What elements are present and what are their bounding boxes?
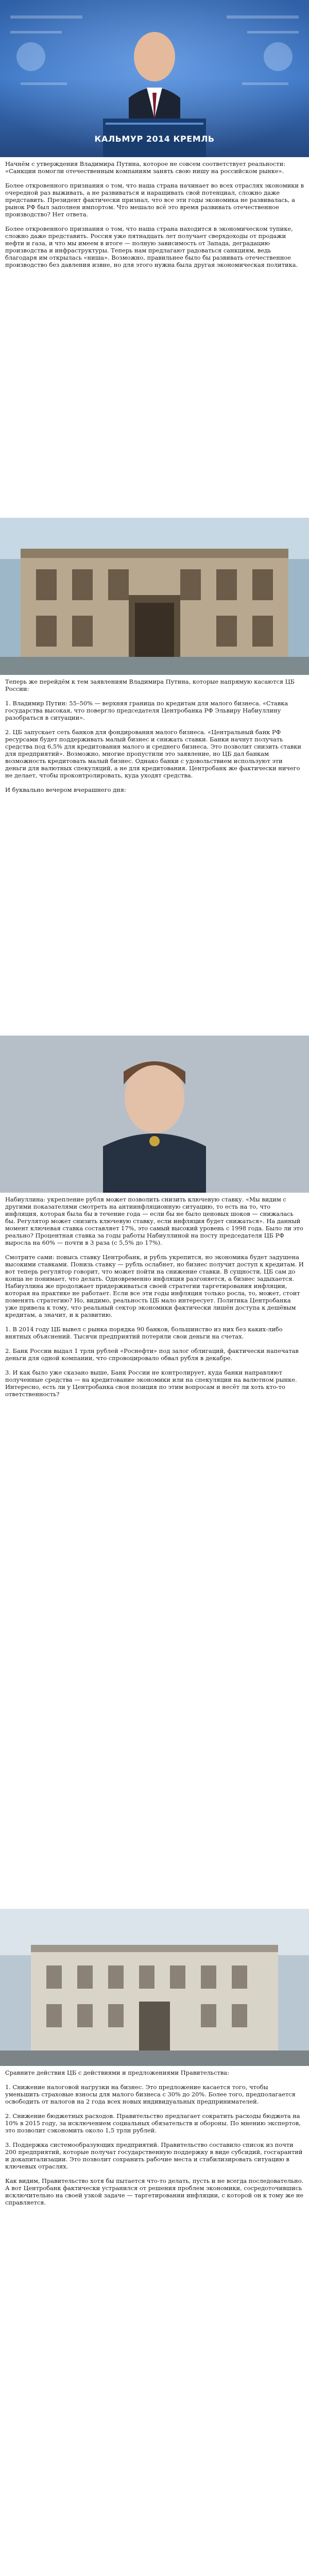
central-bank-text-block [0,675,309,1036]
nabiullina-illustration [0,1036,309,1193]
cb-paragraph: 2. ЦБ запускает сеть банков для фондирования малого бизнеса. «Центральный банк РФ ресурсами будет поддерживать малый бизнес и снижать ставки. Банки начнут получать средства под 6,5% для кредитования малого и среднего бизнеса. Это позволит снизить ставки для предприятий». Возможно, многие пропустили это заявление, но ЦБ дал банкам возможность кредитовать малый бизнес. Однако банки с удовольствием используют эти деньги для валютных спекуляций, а не для кредитования. Центробанк же фактически ничего не делает, чтобы проконтролировать, куда уходят средства. [5,728,303,779]
intro-paragraph: Более откровенного признания о том, что наша страна находится в экономическом тупике, сложно даже представить. Россия уже пятнадцать лет получает сверхдоходы от продажи нефти и газа, и что мы имеем в итоге — полную зависимость от Запада, деградацию производства и инфраструктуры. Теперь нам предлагают радоваться санкциям, ведь благодаря им открылась «ниша». Возможно, правильнее было бы развивать отечественное производство без давления извне, но для этого нужна была другая экономическая политика. [5,225,298,268]
putin-press-conference-photo [0,0,309,157]
central-bank-building-photo [0,518,309,675]
cb-paragraph: Теперь же перейдём к тем заявлениям Владимира Путина, которые напрямую касаются ЦБ России: [5,678,297,692]
government-paragraph: 3. Поддержка системообразующих предприятий. Правительство составило список из почти 200 предприятий, которые получат государственную поддержку в виде субсидий, госгарантий и докапитализации. Это позволит сохранить рабочие места и стабилизировать ситуацию в ключевых отраслях. [5,2141,305,2170]
intro-paragraph: Начнём с утверждения Владимира Путина, которое не совсем соответствует реальности: «Санкции помогли отечественным компаниям занять свою нишу на российском рынке». [5,160,287,175]
nabiullina-paragraph: Смотрите сами: повысь ставку Центробанк, и рубль укрепится, но экономика будет задушена высокими ставками. Понизь ставку — рубль ослабнет, но бизнес получит доступ к кредитам. И вот теперь регулятор говорит, что может пойти на снижение ставки. В сущности, ЦБ сам до конца не понимает, что делать. Одновременно инфляция разгоняется, а бизнес задыхается. Набиуллина же продолжает придерживаться своей стратегии таргетирования инфляции, которая на практике не работает. Если все эти годы инфляция только росла, то, может, стоит поменять стратегию? Но, видимо, реальность ЦБ мало интересует. Политика Центробанка уже привела к тому, что реальный сектор экономики фактически лишён доступа к дешёвым кредитам, а значит, и к развитию. [5,1253,306,1318]
cb-paragraph: И буквально вечером вчерашнего дня: [5,786,126,793]
putin-photo-illustration [0,0,309,157]
nabiullina-paragraph: 2. Банк России выдал 1 трлн рублей «Роснефти» под залог облигаций, фактически напечатав деньги для одной компании, что спровоцировало обвал рубля в декабре. [5,1347,301,1362]
government-building-photo [0,1909,309,2066]
cb-paragraph: 1. Владимир Путин: 55–50% — верхняя граница по кредитам для малого бизнеса. «Ставка государства высокая, что повергло председателя Центробанка РФ Эльвиру Набиуллину разобраться в ситуации». [5,700,290,721]
government-paragraph: Сравните действия ЦБ с действиями и предложениями Правительства: [5,2069,229,2076]
intro-paragraph: Более откровенного признания о том, что наша страна начинает во всех отраслях экономики в очередной раз выживать, а не развиваться и наращивать свой потенциал, сложно даже представить. Президент фактически признал, что все эти годы экономика не развивалась, а рынок РФ был заполнен импортом. Что мешало всё это время развивать отечественное производство? Нет ответа. [5,182,306,218]
government-paragraph: 2. Снижение бюджетных расходов. Правительство предлагает сократить расходы бюджета на 10% в 2015 году, за исключением социальных обязательств и обороны. По мнению экспертов, это позволит сэкономить около 1,5 трлн рублей. [5,2112,303,2134]
nabiullina-paragraph: 3. И как было уже сказано выше, Банк России не контролирует, куда банки направляют полученные средства — на кредитование экономики или на спекуляции на валютном рынке. Интересно, есть ли у Центробанка своя позиция по этим вопросам и несёт ли хоть кто-то ответственность? [5,1369,299,1398]
press-conference-banner: КАЛЬМУР 2014 КРЕМЛЬ [94,134,215,144]
central-bank-illustration [0,518,309,675]
nabiullina-paragraph: 1. В 2014 году ЦБ вывел с рынка порядка 90 банков, большинство из них без каких-либо внятных объяснений. Тысячи предприятий потеряли свои деньги на счетах. [5,1326,285,1340]
government-illustration [0,1909,309,2066]
nabiullina-text-block [0,1193,309,1909]
government-text-block [0,2066,309,2576]
intro-text-block [0,157,309,518]
nabiullina-photo [0,1036,309,1193]
government-paragraph: 1. Снижение налоговой нагрузки на бизнес. Это предложение касается того, чтобы уменьшить страховые взносы для малого бизнеса с 30% до 20%. Более того, предполагается освободить от налогов на 2 года всех новых индивидуальных предпринимателей. [5,2083,298,2105]
nabiullina-paragraph: Набиуллина: укрепление рубля может позволить снизить ключевую ставку. «Мы видим с другими показателями смотреть на антиинфляционную ситуацию, то есть на то, что инфляция, которая была бы в течение года — если бы не было ценовых шоков — снижалась бы. Регулятор может снизить ключевую ставку, если инфляция будет снижаться». На данный момент ключевая ставка составляет 17%, это самый высокий уровень с 1998 года. Было ли это реально? Процентная ставка за годы работы Набиуллиной на посту председателя ЦБ РФ выросла на 60% — почти в 3 раза (с 5,5% до 17%). [5,1196,305,1246]
government-paragraph: Как видим, Правительство хотя бы пытается что-то делать, пусть и не всегда последовательно. А вот Центробанк фактически устранился от решения проблем экономики, сосредоточившись исключительно на своей узкой задаче — таргетировании инфляции, с которой он к тому же не справляется. [5,2177,305,2206]
